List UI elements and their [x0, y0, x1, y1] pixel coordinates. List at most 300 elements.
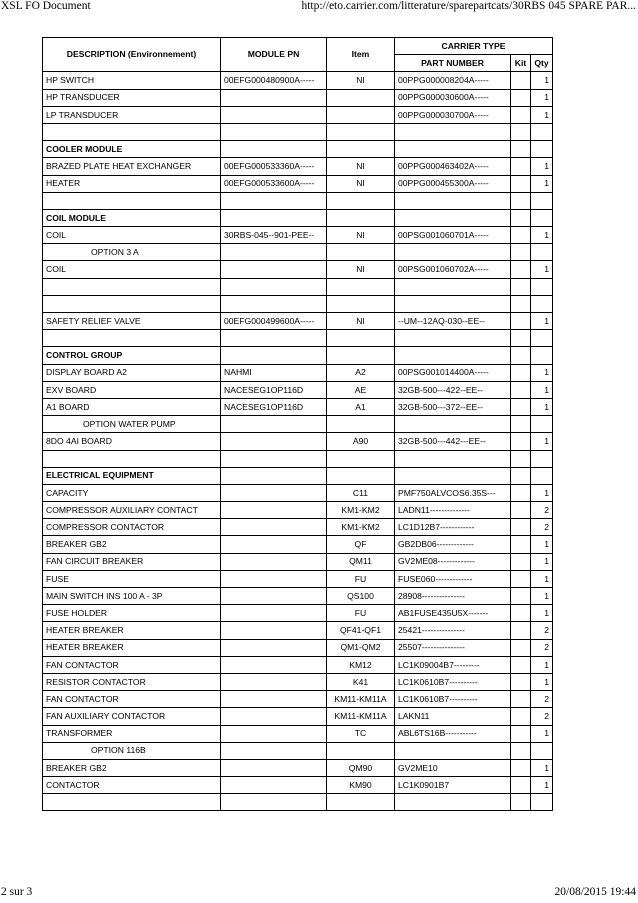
- cell-part-number: 00PPG000030700A-----: [395, 106, 511, 123]
- cell-kit: [511, 467, 531, 484]
- table-row: [43, 89, 553, 106]
- cell-part-number: [395, 416, 511, 433]
- cell-item: K41: [327, 673, 395, 690]
- cell-kit: [511, 742, 531, 759]
- cell-qty: 2: [531, 502, 553, 519]
- cell-qty: [531, 192, 553, 209]
- cell-module-pn: [221, 330, 327, 347]
- cell-part-number: [395, 123, 511, 140]
- cell-part-number: GB2DB06-------------: [395, 536, 511, 553]
- table-row: [43, 106, 553, 123]
- table-row: [43, 570, 553, 587]
- cell-module-pn: [221, 639, 327, 656]
- cell-module-pn: [221, 261, 327, 278]
- cell-item: [327, 278, 395, 295]
- section-header-row: [43, 209, 553, 226]
- cell-kit: [511, 433, 531, 450]
- cell-item: [327, 106, 395, 123]
- cell-module-pn: [221, 484, 327, 501]
- cell-item: [327, 244, 395, 261]
- cell-qty: 1: [531, 777, 553, 794]
- cell-part-number: LC1K0901B7: [395, 777, 511, 794]
- cell-item: NI: [327, 313, 395, 330]
- cell-description: COIL MODULE: [43, 209, 221, 226]
- cell-module-pn: [221, 725, 327, 742]
- cell-item: NI: [327, 72, 395, 89]
- table-row: [43, 639, 553, 656]
- header-description: DESCRIPTION (Environnement): [43, 38, 221, 72]
- cell-qty: 1: [531, 588, 553, 605]
- cell-item: KM1-KM2: [327, 502, 395, 519]
- cell-module-pn: NACESEG1OP116D: [221, 398, 327, 415]
- cell-kit: [511, 794, 531, 811]
- cell-part-number: LC1K0610B7----------: [395, 691, 511, 708]
- table-row: [43, 742, 553, 759]
- table-row: [43, 725, 553, 742]
- cell-module-pn: [221, 467, 327, 484]
- table-row: [43, 364, 553, 381]
- table-row: [43, 519, 553, 536]
- table-row: [43, 381, 553, 398]
- header-module-pn: MODULE PN: [221, 38, 327, 72]
- cell-module-pn: [221, 502, 327, 519]
- cell-qty: 1: [531, 570, 553, 587]
- cell-kit: [511, 175, 531, 192]
- cell-item: TC: [327, 725, 395, 742]
- cell-module-pn: [221, 605, 327, 622]
- cell-description: FAN CONTACTOR: [43, 691, 221, 708]
- cell-part-number: 00PSG001060702A-----: [395, 261, 511, 278]
- cell-module-pn: [221, 433, 327, 450]
- cell-kit: [511, 605, 531, 622]
- cell-kit: [511, 347, 531, 364]
- cell-module-pn: [221, 759, 327, 776]
- cell-kit: [511, 639, 531, 656]
- cell-item: QF41-QF1: [327, 622, 395, 639]
- cell-description: OPTION 116B: [43, 742, 221, 759]
- cell-qty: [531, 278, 553, 295]
- cell-kit: [511, 106, 531, 123]
- header-qty: Qty: [531, 55, 553, 72]
- table-row: [43, 227, 553, 244]
- cell-item: [327, 141, 395, 158]
- cell-part-number: [395, 467, 511, 484]
- cell-kit: [511, 278, 531, 295]
- cell-part-number: 00PPG000455300A-----: [395, 175, 511, 192]
- cell-description: CONTROL GROUP: [43, 347, 221, 364]
- cell-module-pn: [221, 588, 327, 605]
- cell-kit: [511, 502, 531, 519]
- cell-description: HP TRANSDUCER: [43, 89, 221, 106]
- cell-part-number: LAKN11: [395, 708, 511, 725]
- cell-description: DISPLAY BOARD A2: [43, 364, 221, 381]
- cell-kit: [511, 261, 531, 278]
- cell-part-number: LC1K0610B7----------: [395, 673, 511, 690]
- cell-part-number: [395, 347, 511, 364]
- cell-item: QM90: [327, 759, 395, 776]
- cell-description: COIL: [43, 227, 221, 244]
- cell-qty: 1: [531, 175, 553, 192]
- table-row: [43, 553, 553, 570]
- cell-kit: [511, 141, 531, 158]
- table-row: [43, 450, 553, 467]
- cell-qty: 1: [531, 553, 553, 570]
- cell-kit: [511, 725, 531, 742]
- cell-description: EXV BOARD: [43, 381, 221, 398]
- cell-module-pn: [221, 278, 327, 295]
- cell-part-number: [395, 278, 511, 295]
- cell-kit: [511, 759, 531, 776]
- cell-item: KM11-KM11A: [327, 708, 395, 725]
- cell-kit: [511, 295, 531, 312]
- table-row: [43, 673, 553, 690]
- cell-part-number: LADN11--------------: [395, 502, 511, 519]
- cell-module-pn: 30RBS-045--901-PEE--: [221, 227, 327, 244]
- cell-module-pn: [221, 536, 327, 553]
- cell-item: KM11-KM11A: [327, 691, 395, 708]
- cell-description: FUSE: [43, 570, 221, 587]
- cell-kit: [511, 553, 531, 570]
- cell-qty: [531, 123, 553, 140]
- cell-kit: [511, 588, 531, 605]
- cell-qty: 1: [531, 725, 553, 742]
- cell-description: [43, 192, 221, 209]
- cell-part-number: AB1FUSE435U5X-------: [395, 605, 511, 622]
- cell-kit: [511, 536, 531, 553]
- cell-kit: [511, 519, 531, 536]
- cell-qty: [531, 295, 553, 312]
- cell-module-pn: 00EFG000533360A-----: [221, 158, 327, 175]
- cell-item: QS100: [327, 588, 395, 605]
- cell-item: [327, 192, 395, 209]
- cell-kit: [511, 656, 531, 673]
- cell-kit: [511, 192, 531, 209]
- cell-module-pn: [221, 691, 327, 708]
- table-row: [43, 416, 553, 433]
- cell-kit: [511, 450, 531, 467]
- cell-description: [43, 295, 221, 312]
- cell-qty: 1: [531, 72, 553, 89]
- cell-part-number: [395, 450, 511, 467]
- cell-qty: 2: [531, 519, 553, 536]
- cell-description: 8DO 4AI BOARD: [43, 433, 221, 450]
- table-row: [43, 656, 553, 673]
- cell-item: [327, 123, 395, 140]
- cell-item: FU: [327, 605, 395, 622]
- cell-item: NI: [327, 227, 395, 244]
- cell-item: [327, 794, 395, 811]
- cell-item: FU: [327, 570, 395, 587]
- cell-item: QM11: [327, 553, 395, 570]
- header-kit: Kit: [511, 55, 531, 72]
- cell-item: [327, 295, 395, 312]
- cell-item: [327, 89, 395, 106]
- cell-item: [327, 742, 395, 759]
- cell-module-pn: [221, 519, 327, 536]
- cell-qty: [531, 467, 553, 484]
- cell-kit: [511, 89, 531, 106]
- cell-qty: 1: [531, 484, 553, 501]
- cell-kit: [511, 570, 531, 587]
- cell-module-pn: [221, 794, 327, 811]
- cell-description: COMPRESSOR CONTACTOR: [43, 519, 221, 536]
- cell-kit: [511, 72, 531, 89]
- cell-item: QF: [327, 536, 395, 553]
- cell-part-number: [395, 742, 511, 759]
- spare-parts-table: [42, 37, 553, 811]
- table-row: [43, 313, 553, 330]
- cell-description: CAPACITY: [43, 484, 221, 501]
- table-row: [43, 605, 553, 622]
- cell-module-pn: [221, 209, 327, 226]
- cell-qty: [531, 742, 553, 759]
- cell-module-pn: [221, 553, 327, 570]
- cell-description: [43, 330, 221, 347]
- cell-qty: 2: [531, 691, 553, 708]
- cell-qty: 1: [531, 759, 553, 776]
- section-header-row: [43, 467, 553, 484]
- cell-module-pn: [221, 123, 327, 140]
- cell-part-number: [395, 209, 511, 226]
- cell-description: ELECTRICAL EQUIPMENT: [43, 467, 221, 484]
- cell-qty: 1: [531, 106, 553, 123]
- cell-qty: [531, 450, 553, 467]
- header-carrier-type: CARRIER TYPE: [395, 38, 553, 55]
- section-header-row: [43, 347, 553, 364]
- cell-kit: [511, 398, 531, 415]
- cell-part-number: 00PPG000463402A-----: [395, 158, 511, 175]
- cell-item: [327, 347, 395, 364]
- cell-description: HEATER: [43, 175, 221, 192]
- cell-kit: [511, 416, 531, 433]
- cell-module-pn: 00EFG000480900A-----: [221, 72, 327, 89]
- page-number: 2 sur 3: [1, 886, 33, 898]
- cell-part-number: 00PSG001014400A-----: [395, 364, 511, 381]
- cell-description: OPTION 3 A: [43, 244, 221, 261]
- table-row: [43, 708, 553, 725]
- cell-part-number: GV2ME10: [395, 759, 511, 776]
- cell-item: C11: [327, 484, 395, 501]
- cell-qty: 1: [531, 536, 553, 553]
- cell-module-pn: [221, 416, 327, 433]
- cell-part-number: 00PPG000030600A-----: [395, 89, 511, 106]
- cell-module-pn: [221, 656, 327, 673]
- cell-qty: 1: [531, 433, 553, 450]
- cell-kit: [511, 158, 531, 175]
- section-header-row: [43, 141, 553, 158]
- table-header-row: [43, 38, 553, 55]
- cell-description: FUSE HOLDER: [43, 605, 221, 622]
- cell-description: FAN CONTACTOR: [43, 656, 221, 673]
- cell-module-pn: [221, 244, 327, 261]
- cell-item: KM90: [327, 777, 395, 794]
- cell-description: HP SWITCH: [43, 72, 221, 89]
- cell-item: [327, 450, 395, 467]
- header-item: Item: [327, 38, 395, 72]
- cell-part-number: [395, 141, 511, 158]
- cell-module-pn: [221, 673, 327, 690]
- table-row: [43, 158, 553, 175]
- cell-description: OPTION WATER PUMP: [43, 416, 221, 433]
- cell-item: KM12: [327, 656, 395, 673]
- cell-description: COMPRESSOR AUXILIARY CONTACT: [43, 502, 221, 519]
- table-row: [43, 536, 553, 553]
- cell-module-pn: NACESEG1OP116D: [221, 381, 327, 398]
- cell-part-number: [395, 244, 511, 261]
- cell-module-pn: [221, 708, 327, 725]
- cell-part-number: LC1D12B7------------: [395, 519, 511, 536]
- cell-module-pn: 00EFG000499600A-----: [221, 313, 327, 330]
- cell-part-number: [395, 794, 511, 811]
- cell-item: QM1-QM2: [327, 639, 395, 656]
- cell-qty: 1: [531, 261, 553, 278]
- cell-qty: [531, 347, 553, 364]
- cell-description: HEATER BREAKER: [43, 622, 221, 639]
- cell-item: A90: [327, 433, 395, 450]
- cell-description: BREAKER GB2: [43, 536, 221, 553]
- cell-description: SAFETY RELIEF VALVE: [43, 313, 221, 330]
- cell-module-pn: [221, 450, 327, 467]
- cell-item: A2: [327, 364, 395, 381]
- cell-qty: [531, 794, 553, 811]
- cell-part-number: 28908---------------: [395, 588, 511, 605]
- cell-part-number: --UM--12AQ-030--EE--: [395, 313, 511, 330]
- table-row: [43, 484, 553, 501]
- cell-part-number: 00PSG001060701A-----: [395, 227, 511, 244]
- cell-qty: 2: [531, 639, 553, 656]
- cell-item: KM1-KM2: [327, 519, 395, 536]
- cell-module-pn: [221, 89, 327, 106]
- cell-part-number: 32GB-500---442---EE--: [395, 433, 511, 450]
- cell-kit: [511, 244, 531, 261]
- cell-description: FAN AUXILIARY CONTACTOR: [43, 708, 221, 725]
- table-row: [43, 261, 553, 278]
- cell-qty: 1: [531, 158, 553, 175]
- cell-description: MAIN SWITCH INS 100 A - 3P: [43, 588, 221, 605]
- cell-description: TRANSFORMER: [43, 725, 221, 742]
- table-row: [43, 175, 553, 192]
- cell-part-number: 00PPG000008204A-----: [395, 72, 511, 89]
- cell-item: A1: [327, 398, 395, 415]
- cell-description: [43, 123, 221, 140]
- cell-description: RESISTOR CONTACTOR: [43, 673, 221, 690]
- cell-qty: 1: [531, 673, 553, 690]
- cell-description: [43, 450, 221, 467]
- cell-qty: 1: [531, 364, 553, 381]
- cell-qty: 1: [531, 89, 553, 106]
- cell-qty: [531, 330, 553, 347]
- table-body: [43, 72, 553, 811]
- cell-module-pn: NAHMI: [221, 364, 327, 381]
- cell-part-number: 25421---------------: [395, 622, 511, 639]
- cell-item: NI: [327, 175, 395, 192]
- table-row: [43, 72, 553, 89]
- table-row: [43, 330, 553, 347]
- cell-item: NI: [327, 261, 395, 278]
- cell-kit: [511, 313, 531, 330]
- cell-module-pn: [221, 295, 327, 312]
- table-row: [43, 691, 553, 708]
- cell-part-number: 25507---------------: [395, 639, 511, 656]
- table-row: [43, 794, 553, 811]
- cell-part-number: [395, 192, 511, 209]
- cell-qty: 1: [531, 381, 553, 398]
- cell-part-number: PMF750ALVCOS6.35S---: [395, 484, 511, 501]
- cell-qty: 1: [531, 605, 553, 622]
- cell-description: [43, 278, 221, 295]
- cell-part-number: 32GB-500---422--EE--: [395, 381, 511, 398]
- table-row: [43, 777, 553, 794]
- cell-qty: [531, 209, 553, 226]
- cell-module-pn: 00EFG000533600A-----: [221, 175, 327, 192]
- cell-kit: [511, 673, 531, 690]
- cell-kit: [511, 364, 531, 381]
- cell-description: LP TRANSDUCER: [43, 106, 221, 123]
- browser-url: http://eto.carrier.com/litterature/sparepartcats/30RBS 045 SPARE PAR...: [301, 0, 636, 12]
- table-row: [43, 622, 553, 639]
- cell-module-pn: [221, 347, 327, 364]
- cell-qty: 1: [531, 398, 553, 415]
- cell-item: [327, 416, 395, 433]
- cell-item: [327, 467, 395, 484]
- cell-part-number: [395, 330, 511, 347]
- cell-module-pn: [221, 141, 327, 158]
- cell-kit: [511, 708, 531, 725]
- cell-qty: 1: [531, 313, 553, 330]
- cell-part-number: ABL6TS16B-----------: [395, 725, 511, 742]
- cell-description: CONTACTOR: [43, 777, 221, 794]
- cell-description: FAN CIRCUIT BREAKER: [43, 553, 221, 570]
- cell-module-pn: [221, 622, 327, 639]
- table-row: [43, 433, 553, 450]
- cell-qty: 1: [531, 656, 553, 673]
- cell-description: [43, 794, 221, 811]
- cell-part-number: 32GB-500---372--EE--: [395, 398, 511, 415]
- cell-item: NI: [327, 158, 395, 175]
- cell-kit: [511, 209, 531, 226]
- cell-part-number: [395, 295, 511, 312]
- cell-item: [327, 209, 395, 226]
- table-row: [43, 588, 553, 605]
- cell-kit: [511, 123, 531, 140]
- cell-qty: [531, 244, 553, 261]
- cell-item: [327, 330, 395, 347]
- cell-qty: 2: [531, 708, 553, 725]
- table-row: [43, 192, 553, 209]
- cell-qty: 1: [531, 227, 553, 244]
- cell-module-pn: [221, 106, 327, 123]
- table-row: [43, 295, 553, 312]
- table-row: [43, 398, 553, 415]
- cell-module-pn: [221, 742, 327, 759]
- cell-module-pn: [221, 777, 327, 794]
- cell-qty: [531, 416, 553, 433]
- cell-part-number: GV2ME08-------------: [395, 553, 511, 570]
- cell-module-pn: [221, 570, 327, 587]
- browser-title: XSL FO Document: [1, 0, 91, 12]
- table-row: [43, 502, 553, 519]
- table-row: [43, 278, 553, 295]
- header-part-number: PART NUMBER: [395, 55, 511, 72]
- cell-description: COOLER MODULE: [43, 141, 221, 158]
- table-row: [43, 123, 553, 140]
- cell-description: BREAKER GB2: [43, 759, 221, 776]
- cell-kit: [511, 622, 531, 639]
- cell-kit: [511, 330, 531, 347]
- cell-kit: [511, 227, 531, 244]
- cell-qty: [531, 141, 553, 158]
- cell-description: HEATER BREAKER: [43, 639, 221, 656]
